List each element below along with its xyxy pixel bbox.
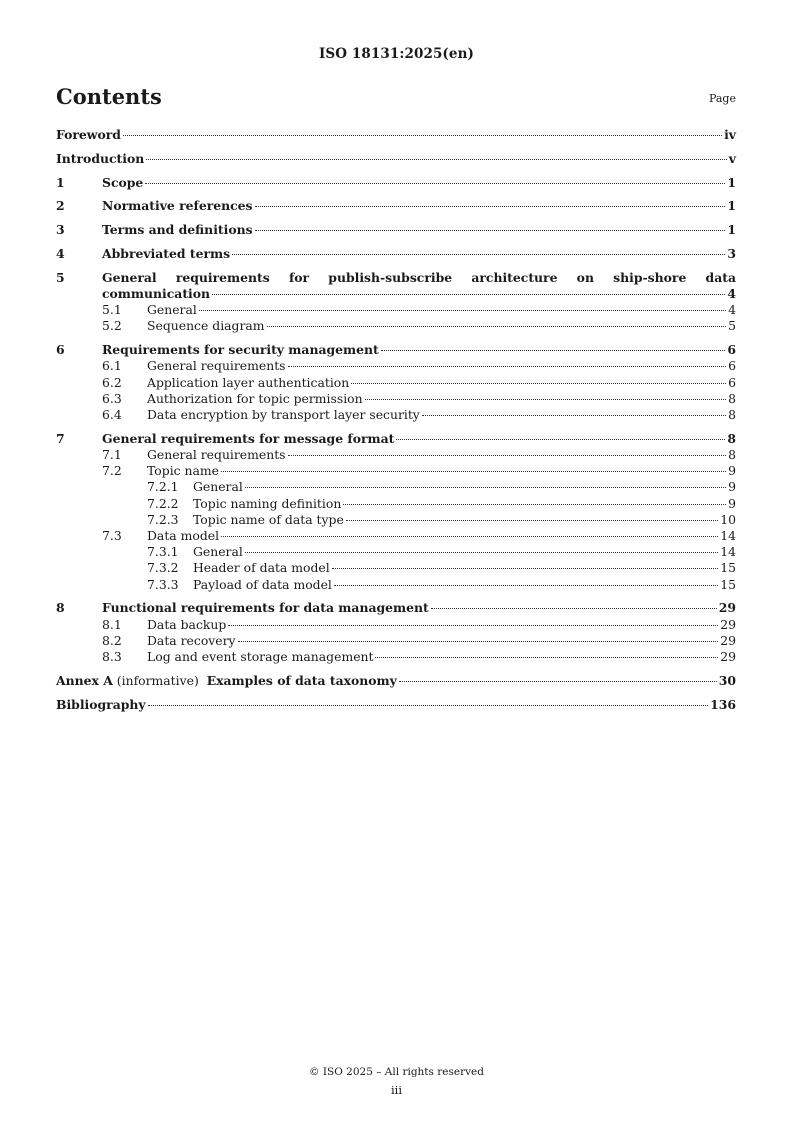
toc-entry-title: Topic name <box>147 463 219 479</box>
dot-leader <box>334 585 718 586</box>
toc-entry-page: 29 <box>720 616 736 632</box>
toc-entry-page: 6 <box>727 342 736 358</box>
dot-leader <box>212 294 725 295</box>
contents-heading: Contents <box>56 84 162 109</box>
toc-entry-section-6-3[interactable] <box>56 391 736 407</box>
toc-entry-title: General <box>193 544 243 560</box>
toc-entry-number: 6 <box>56 342 65 358</box>
toc-entry-section-6-1[interactable] <box>56 358 736 374</box>
toc-entry-title: Payload of data model <box>193 576 332 592</box>
toc-entry-section-3[interactable] <box>56 222 736 238</box>
annex-label: Annex A <box>56 672 113 688</box>
toc-entry-title: Data encryption by transport layer security <box>147 407 420 422</box>
toc-entry-section-7-2-2[interactable] <box>56 496 736 512</box>
toc-entry-title: General requirements for message format <box>102 430 395 446</box>
dot-leader <box>221 471 726 472</box>
dot-leader <box>245 487 726 488</box>
toc-entry-page: 9 <box>728 463 736 479</box>
toc-entry-number: 7.3.1 <box>147 544 179 560</box>
copyright-notice: © ISO 2025 – All rights reserved <box>309 1066 484 1078</box>
toc-entry-number: 8.1 <box>102 616 122 632</box>
toc-entry-page: 136 <box>710 696 736 712</box>
toc-entry-number: 7.2.3 <box>147 511 179 527</box>
toc-entry-page: 4 <box>728 302 736 318</box>
dot-leader <box>365 399 727 400</box>
toc-entry-section-7-3-3[interactable] <box>56 577 736 593</box>
toc-entry-number: 1 <box>56 174 65 190</box>
toc-entry-number: 8.2 <box>102 632 122 648</box>
page-number: iii <box>390 1083 403 1097</box>
toc-entry-title: General <box>193 479 243 495</box>
toc-entry-page: 29 <box>720 632 736 648</box>
toc-entry-page: 9 <box>728 495 736 511</box>
toc-entry-section-5-1[interactable] <box>56 302 736 318</box>
dot-leader <box>343 504 726 505</box>
toc-entry-title: Data recovery <box>147 632 236 648</box>
dot-leader <box>255 230 726 231</box>
toc-entry-introduction[interactable] <box>56 151 736 167</box>
toc-entry-page: 14 <box>720 528 736 544</box>
toc-entry-page: 6 <box>728 358 736 374</box>
toc-entry-section-8[interactable] <box>56 600 736 616</box>
toc-entry-bibliography[interactable] <box>56 697 736 713</box>
toc-entry-section-7-3-1[interactable] <box>56 544 736 560</box>
toc-entry-title: Application layer authentication <box>147 374 350 390</box>
toc-entry-number: 7.2 <box>102 463 122 479</box>
toc-entry-number: 5.2 <box>102 318 122 334</box>
table-of-contents <box>56 127 736 713</box>
toc-entry-section-7-2-1[interactable] <box>56 479 736 495</box>
toc-entry-section-8-3[interactable] <box>56 649 736 665</box>
toc-entry-section-7-2-3[interactable] <box>56 512 736 528</box>
toc-entry-annex-a[interactable] <box>56 673 736 689</box>
toc-entry-section-7-3-2[interactable] <box>56 560 736 576</box>
toc-entry-section-7-1[interactable] <box>56 447 736 463</box>
dot-leader <box>422 415 726 416</box>
dot-leader <box>381 350 726 351</box>
toc-entry-section-1[interactable] <box>56 175 736 191</box>
toc-entry-number: 5 <box>56 269 65 285</box>
toc-entry-number: 6.3 <box>102 390 122 406</box>
toc-entry-page: 6 <box>728 374 736 390</box>
toc-entry-number: 6.1 <box>102 358 122 374</box>
dot-leader <box>288 455 727 456</box>
toc-entry-page: 4 <box>727 285 736 301</box>
toc-entry-section-5[interactable] <box>56 270 736 302</box>
toc-entry-page: 8 <box>727 430 736 446</box>
dot-leader <box>288 366 727 367</box>
dot-leader <box>351 383 726 384</box>
dot-leader <box>375 657 718 658</box>
toc-entry-foreword[interactable] <box>56 127 736 143</box>
toc-entry-title: Header of data model <box>193 560 330 576</box>
toc-entry-section-8-1[interactable] <box>56 617 736 633</box>
dot-leader <box>245 552 718 553</box>
dot-leader <box>148 705 709 706</box>
toc-entry-title: Introduction <box>56 150 145 166</box>
dot-leader <box>145 183 725 184</box>
toc-entry-title: General requirements <box>147 447 286 462</box>
document-id-header: ISO 18131:2025(en) <box>318 46 475 62</box>
toc-entry-title: Topic naming definition <box>193 495 342 511</box>
dot-leader <box>346 520 718 521</box>
toc-entry-number: 5.1 <box>102 302 122 318</box>
toc-entry-section-7-3[interactable] <box>56 528 736 544</box>
toc-entry-section-7[interactable] <box>56 431 736 447</box>
dot-leader <box>255 206 726 207</box>
toc-entry-section-7-2[interactable] <box>56 463 736 479</box>
dot-leader <box>232 254 725 255</box>
dot-leader <box>221 536 718 537</box>
toc-entry-page: 29 <box>718 600 736 616</box>
toc-entry-number: 7.2.1 <box>147 479 179 495</box>
toc-entry-title: Normative references <box>102 198 253 214</box>
toc-entry-page: 8 <box>728 390 736 406</box>
toc-entry-title: Terms and definitions <box>102 222 253 238</box>
toc-entry-title: Foreword <box>56 127 121 142</box>
toc-entry-number: 8 <box>56 600 65 616</box>
toc-entry-number: 7 <box>56 430 65 446</box>
dot-leader <box>399 681 717 682</box>
toc-entry-number: 7.3.3 <box>147 576 179 592</box>
toc-entry-number: 8.3 <box>102 649 122 665</box>
toc-entry-page: 9 <box>728 479 736 495</box>
toc-entry-number: 7.1 <box>102 447 122 462</box>
toc-entry-page: 8 <box>728 447 736 462</box>
toc-entry-page: 1 <box>727 198 736 214</box>
toc-entry-number: 7.2.2 <box>147 495 179 511</box>
toc-entry-page: 5 <box>728 318 736 334</box>
toc-entry-title-line-1: General requirements for publish-subscribe architecture on ship-shore data <box>102 269 736 285</box>
toc-entry-title: Functional requirements for data management <box>102 600 429 616</box>
toc-entry-number: 6.4 <box>102 407 122 422</box>
toc-entry-page: 30 <box>718 672 736 688</box>
toc-entry-section-4[interactable] <box>56 246 736 262</box>
toc-entry-page: 15 <box>720 576 736 592</box>
toc-entry-title: Abbreviated terms <box>102 245 231 261</box>
dot-leader <box>238 641 719 642</box>
toc-entry-page: 15 <box>720 560 736 576</box>
toc-entry-title: General <box>147 302 197 318</box>
toc-entry-title: Data backup <box>147 616 227 632</box>
toc-entry-title: Log and event storage management <box>147 649 374 665</box>
dot-leader <box>332 568 719 569</box>
toc-entry-page: 3 <box>727 245 736 261</box>
toc-entry-title: Data model <box>147 528 220 544</box>
toc-entry-section-8-2[interactable] <box>56 633 736 649</box>
toc-entry-page: iv <box>724 127 736 142</box>
toc-entry-number: 2 <box>56 198 65 214</box>
toc-entry-title: Scope <box>102 174 144 190</box>
toc-entry-page: 1 <box>727 174 736 190</box>
toc-entry-number: 6.2 <box>102 374 122 390</box>
toc-entry-page: 14 <box>720 544 736 560</box>
toc-entry-page: 10 <box>720 511 736 527</box>
dot-leader <box>146 159 727 160</box>
toc-entry-section-6[interactable] <box>56 342 736 358</box>
toc-entry-section-2[interactable] <box>56 198 736 214</box>
toc-entry-number: 4 <box>56 245 65 261</box>
toc-entry-title: General requirements <box>147 358 286 374</box>
annex-type: (informative) <box>116 672 199 688</box>
toc-entry-section-6-2[interactable] <box>56 375 736 391</box>
toc-entry-title: Bibliography <box>56 696 146 712</box>
dot-leader <box>123 135 722 136</box>
dot-leader <box>431 608 717 609</box>
dot-leader <box>267 326 727 327</box>
dot-leader <box>199 310 726 311</box>
toc-entry-section-6-4[interactable] <box>56 407 736 423</box>
toc-entry-title: Authorization for topic permission <box>147 390 363 406</box>
toc-entry-title: Examples of data taxonomy <box>206 672 397 688</box>
toc-entry-page: 1 <box>727 222 736 238</box>
toc-entry-section-5-2[interactable] <box>56 318 736 334</box>
dot-leader <box>396 439 725 440</box>
toc-entry-page: 29 <box>720 649 736 665</box>
toc-entry-number: 3 <box>56 222 65 238</box>
toc-entry-page: v <box>728 150 736 166</box>
toc-entry-title: Topic name of data type <box>193 511 344 527</box>
page-column-label: Page <box>708 92 736 105</box>
toc-entry-title: Sequence diagram <box>147 318 265 334</box>
dot-leader <box>228 625 718 626</box>
toc-entry-number: 7.3.2 <box>147 560 179 576</box>
toc-entry-number: 7.3 <box>102 528 122 544</box>
toc-entry-page: 8 <box>728 407 736 422</box>
toc-entry-title: Requirements for security management <box>102 342 379 358</box>
toc-entry-title-line-2: communication <box>102 285 211 301</box>
